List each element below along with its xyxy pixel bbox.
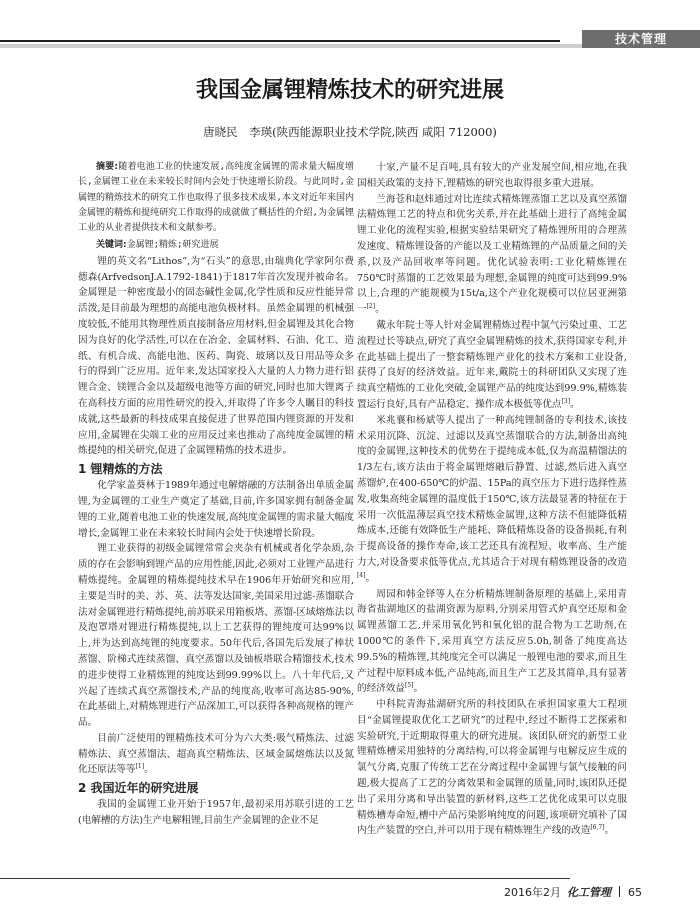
footer-rule <box>0 878 570 879</box>
header-band <box>0 44 582 48</box>
keywords <box>78 238 354 253</box>
intro-paragraphs <box>78 254 354 459</box>
abstract-text: 随着电池工业的快速发展,高纯度金属锂的需求量大幅度增长,金属锂工业在未来较长时间内会处于快速增长阶段。与此同时,金属锂的精炼技术的研究工作也取得了很多技术成果,本文对近年来国内金属锂的精炼和提纯研究工作取得的成就做了概括性的介绍,为金属锂工业的从业者提供技术和文献参考。 <box>78 162 354 234</box>
keywords-text: 金属锂;精炼;研究进展 <box>126 240 219 251</box>
section-tab: 技术管理 <box>582 30 700 48</box>
section-2-heading: 2 我国近年的研究进展 <box>78 781 199 796</box>
section-1-heading: 1 锂精炼的方法 <box>78 462 163 477</box>
footer <box>504 884 642 900</box>
right-paragraph-2: 兰海苍和赵炜通过对比连续式精炼锂蒸馏工艺以及真空蒸馏法精炼锂工艺的特点和优劣关系,并在此基础上进行了高纯金属锂工业化的流程实验,根据实验结果研究了精炼锂所用的合理蒸发速度、精炼锂设备的产能以及工业精炼锂的产品质量之间的关系,以及产品回收率等问题。优化试验表明:工业化精炼锂在750℃时蒸馏的工艺效果最为理想,金属锂的纯度可达到99.9%以上,合理的产能规模为15t/a,这个产业化规模可以位居亚洲第一[2]。 <box>357 193 627 316</box>
section-2-paragraph-1: 我国的金属锂工业开始于1957年,最初采用苏联引进的工艺(电解槽的方法)生产电解粗锂,目前生产金属锂的企业不足 <box>78 799 354 827</box>
right-paragraphs <box>357 160 627 839</box>
section-2-paragraphs <box>78 797 354 829</box>
keywords-label: 关键词: <box>96 240 127 251</box>
article-authors: 唐晓民 李瑛(陕西能源职业技术学院,陕西 咸阳 712000) <box>203 125 497 139</box>
footer-journal: 化工管理 <box>567 886 611 899</box>
footer-separator <box>619 886 620 897</box>
section-1-paragraph-3: 目前广泛使用的锂精炼技术可分为六大类:吸气精炼法、过滤精炼法、真空蒸馏法、超高真空精炼法、区域金属熔炼法以及氮化还原法等等[1]。 <box>78 732 354 776</box>
footer-date: 2016年2月 <box>504 886 561 899</box>
intro-paragraph-1: 锂的英文名“Lithos”,为“石头”的意思,由瑞典化学家阿尔费德森(ArfvedsonJ.A.1792-1841)于1817年首次发现并被命名。金属锂是一种密度最小的固态碱性金属,化学性质和反应性能异常活泼,是目前最为理想的高能电池负极材料。虽然金属锂的机械强度较低,不能用其物理性质直接制备应用材料,但金属锂及其化合物因为良好的化学活性,可以在在冶金、金属材料、石油、化工、造纸、有机合成、高能电池、医药、陶瓷、玻璃以及日用品等众多行的得到广泛应用。近年来,发达国家投入大量的人力物力进行铝锂合金、镁锂合金以及超级电池等方面的研究,同时也加大锂离子在高科技方面的应用性研究的投入,并取得了许多令人瞩目的科技成就,这些最新的科技成果直接促进了世界范围内锂资源的开发和应用,金属锂在尖端工业的应用反过来也推动了高纯度金属锂的精炼提纯的相关研究,促进了金属锂精炼的技术进步。 <box>78 255 354 457</box>
abstract <box>78 160 354 236</box>
section-1-paragraphs <box>78 478 354 778</box>
article-title: 我国金属锂精炼技术的研究进展 <box>195 78 504 103</box>
right-paragraph-4: 米兆襄和杨斌等人提出了一种高纯锂制备的专利技术,该技术采用沉降、沉淀、过滤以及真空蒸馏联合的方法,制备出高纯度的金属锂,这种技术的优势在于提纯成本低,仅为高温精馏法的1/3左右,该方法由于将金属锂熔融后静置、过滤,然后进入真空蒸馏炉,在400-650℃的炉温、15Pa的真空压力下进行选择性蒸发,收集高纯金属锂的温度低于150℃,该方法最显著的特征在于采用一次低温薄层真空技术精炼金属锂,这种方法不但能降低精炼成本,还能有效降低生产能耗、降低精炼设备的设备损耗,有利于提高设备的操作寿命,该工艺还具有流程短、收率高、生产能力大,对设备要求低等优点,尤其适合于对现有精炼锂设备的改造[4]。 <box>357 414 627 584</box>
right-paragraph-5: 周园和韩金铎等人在分析精炼锂制备原理的基础上,采用青海省盐湖地区的盐湖资源为原料,分别采用管式炉真空还原和金属锂蒸馏工艺,并采用氧化钙和氧化铝的混合物为工艺助剂,在1000℃的条件下,采用真空方法反应5.0h,制备了纯度高达99.5%的精炼锂,其纯度完全可以满足一般锂电池的要求,而且生产过程中原料成本低,产品纯高,而且生产工艺及其简单,具有显著的经济效益[5]。 <box>357 588 627 695</box>
left-column <box>78 160 354 829</box>
section-1-paragraph-2: 锂工业获得的初级金属锂常常会夹杂有机械或者化学杂质,杂质的存在会影响到锂产品的应用性能,因此,必须对工业锂产品进行精炼提纯。金属锂的精炼提纯技术早在1906年开始研究和应用,主要是当时的美、苏、英、法等发达国家,美国采用过滤-蒸馏联合法对金属锂进行精炼提纯,前苏联采用箱板塔、蒸馏-区域熔炼法以及泡罩塔对锂进行精炼提纯,以上工艺获得的锂纯度可达99%以上,并为达到高纯锂的纯度要求。50年代后,各国先后发展了棒状蒸馏、阶梯式连续蒸馏、真空蒸馏以及铀板塔联合精馏技术,技术的进步使得工业精炼锂的纯度达到99.99%以上。八十年代后,又兴起了连续式真空蒸馏技术,产品的纯度高,收率可高达85-90%,在此基础上,对精炼锂进行产品深加工,可以获得各种高规格的锂产品。 <box>78 543 354 729</box>
abstract-label: 摘要: <box>96 162 119 172</box>
header-rule <box>0 40 560 42</box>
right-paragraph-6: 中科院青海盐湖研究所的科技团队在承担国家重大工程项目“金属锂提取优化工艺研究”的过程中,经过不断得工艺探索和实验研究,于近期取得重大的研究进展。该团队研究的新型工业锂精炼槽采用独特的分离结构,可以将金属锂与电解反应生成的氯气分离,克服了传统工艺在分离过程中金属锂与氯气接触的问题,极大提高了工艺的分离效果和金属锂的质量,同时,该团队还提出了采用分离和导出装置的新材料,这些工艺优化成果可以克服精炼槽寿命短,槽中产品污染影响纯度的问题,该项研究填补了国内生产装置的空白,并可以用于现有精炼锂生产线的改造[6,7]。 <box>357 699 627 837</box>
right-paragraph-3: 戴永年院士等人针对金属锂精炼过程中氯气污染过重、工艺流程过长等缺点,研究了真空金属锂精炼的技术,获得国家专利,并在此基础上提出了一整套精炼锂产业化的技术方案和工业设备,获得了良好的经济效益。近年来,戴院士的科研团队又实现了连续真空精炼的工业化突破,金属锂产品的纯度达到99.9%,精炼装置运行良好,具有产品稳定、操作成本极低等优点[3]。 <box>357 319 627 410</box>
page-number: 65 <box>628 886 642 899</box>
right-paragraph-1: 十家,产量不足百吨,具有较大的产业发展空间,相应地,在我国相关政策的支持下,锂精炼的研究也取得很多重大进展。 <box>357 162 627 189</box>
section-1-paragraph-1: 化学家盖葵林于1989年通过电解熔融的方法制备出单质金属锂,为金属锂的工业生产奠定了基础,目前,许多国家拥有制备金属锂的工业,随着电池工业的快速发展,高纯度金属锂的需求量大幅度增长,金属锂工业在未来较长时间内会处于快速增长阶段。 <box>78 480 354 539</box>
right-column <box>357 160 627 839</box>
